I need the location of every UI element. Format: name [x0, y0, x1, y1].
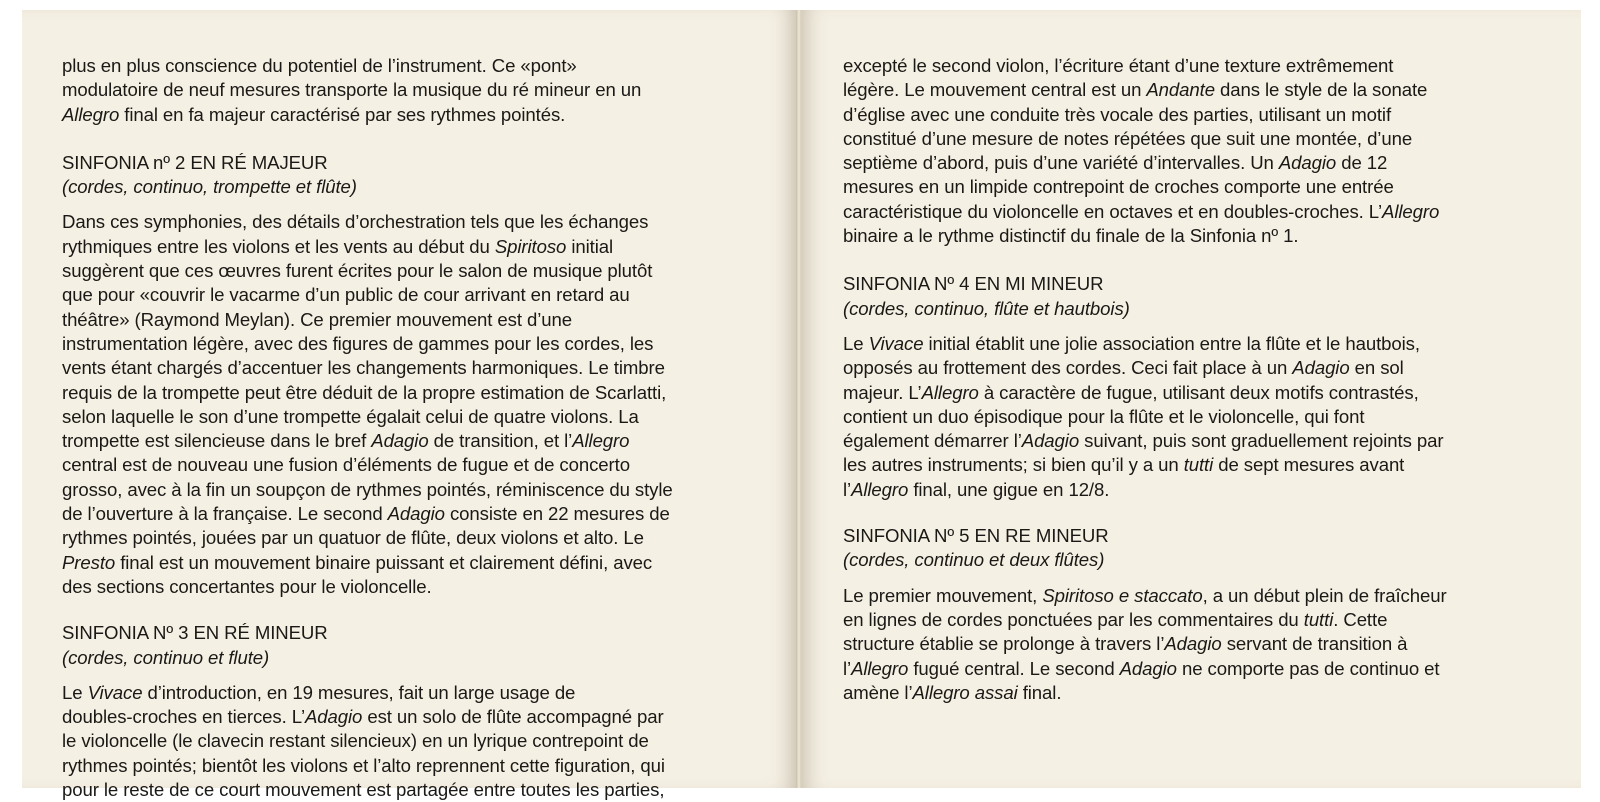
text-line — [62, 429, 790, 453]
text-segment: légère. Le mouvement central est un — [843, 79, 1147, 101]
text-segment: caractéristique du violoncelle en octaves et en doubles-croches. L’ — [843, 200, 1383, 222]
text-line: vents étant chargés d’accentuer les changements harmoniques. Le timbre — [62, 357, 665, 379]
text-line: grosso, avec à la fin un soupçon de rythmes pointés, réminiscence du style — [62, 478, 673, 500]
text-line — [62, 103, 790, 127]
text-line: modulatoire de neuf mesures transporte la musique du ré mineur en un — [62, 79, 642, 101]
left-page-text — [62, 54, 790, 802]
text-segment: septième d’abord, puis d’une variété d’intervalles. Un — [843, 152, 1279, 174]
italic-term: tutti — [1303, 608, 1334, 630]
sinfonia-3-paragraph — [62, 681, 790, 802]
text-line: Dans ces symphonies, des détails d’orchestration tels que les échanges — [62, 211, 649, 233]
text-line: suggèrent que ces œuvres furent écrites pour le salon de musique plutôt — [62, 260, 653, 282]
text-line: rythmes pointés; bientôt les violons et l’alto reprennent cette figuration, qui — [62, 754, 665, 776]
text-segment: de transition, et l’ — [428, 430, 573, 452]
text-line: contient un duo épisodique pour la flûte et le violoncelle, qui font — [843, 405, 1365, 427]
italic-term: Spiritoso e staccato — [1042, 584, 1203, 606]
text-line: binaire a le rythme distinctif du finale de la Sinfonia nº 1. — [843, 225, 1299, 247]
text-line: d’église avec une conduite très vocale des parties, utilisant un motif — [843, 103, 1392, 125]
text-line: instrumentation légère, avec des figures de gammes pour les cordes, les — [62, 332, 654, 354]
text-line: requis de la trompette peut être déduit de la propre estimation de Scarlatti, — [62, 381, 667, 403]
text-segment: de 12 — [1336, 152, 1388, 174]
sinfonia-3-heading: SINFONIA Nº 3 EN RÉ MINEUR — [62, 622, 328, 644]
italic-term: Allegro — [1382, 200, 1440, 222]
text-line — [843, 478, 1575, 502]
right-intro-paragraph — [843, 54, 1575, 248]
text-segment: Le premier mouvement, — [843, 584, 1043, 606]
text-line — [843, 429, 1575, 453]
text-line — [843, 381, 1575, 405]
text-segment: les autres instruments; si bien qu’il y a un — [843, 454, 1184, 476]
sinfonia-4-heading: SINFONIA Nº 4 EN MI MINEUR — [843, 273, 1104, 295]
sinfonia-2-instrumentation: (cordes, continuo, trompette et flûte) — [62, 176, 357, 198]
italic-term: Allegro — [851, 657, 909, 679]
italic-term: Allegro — [62, 103, 120, 125]
text-segment: structure établie se prolonge à travers l’ — [843, 633, 1165, 655]
italic-term: tutti — [1183, 454, 1214, 476]
text-line: mesures en un limpide contrepoint de croches comporte une entrée — [843, 176, 1394, 198]
italic-term: Adagio — [371, 430, 429, 452]
text-line: selon laquelle le son d’une trompette égalait celui de quatre violons. La — [62, 405, 639, 427]
italic-term: Adagio — [1021, 430, 1080, 452]
text-segment: également démarrer l’ — [843, 430, 1022, 452]
text-segment: majeur. L’ — [843, 381, 922, 403]
text-line: pour le reste de ce court mouvement est partagée entre toutes les parties, — [62, 779, 665, 801]
text-line: le violoncelle (le clavecin restant silencieux) en un lyrique contrepoint de — [62, 730, 649, 752]
text-line — [843, 78, 1575, 102]
italic-term: Vivace — [87, 681, 143, 703]
italic-term: Andante — [1146, 79, 1215, 101]
text-line — [843, 151, 1575, 175]
text-segment: doubles-croches en tierces. L’ — [62, 706, 305, 728]
sinfonia-4-instrumentation: (cordes, continuo, flûte et hautbois) — [843, 297, 1130, 319]
text-segment: opposés au frottement des cordes. Ceci fait place à un — [843, 357, 1293, 379]
text-segment: en lignes de cordes ponctuées par les commentaires du — [843, 608, 1304, 630]
text-line: que pour «couvrir le vacarme d’un public de cour arrivant en retard au — [62, 284, 630, 306]
text-line: rythmes pointés, jouées par un quatuor de flûte, deux violons et alto. Le — [62, 527, 644, 549]
right-page — [801, 10, 1581, 788]
text-line — [843, 453, 1575, 477]
text-line: excepté le second violon, l’écriture étant d’une texture extrêmement — [843, 55, 1394, 76]
text-line: central est de nouveau une fusion d’éléments de fugue et de concerto — [62, 454, 630, 476]
text-segment: dans le style de la sonate — [1214, 79, 1428, 101]
text-segment: d’introduction, en 19 mesures, fait un large usage de — [142, 681, 576, 703]
text-segment: final est un mouvement binaire puissant et clairement défini, avec — [115, 551, 653, 573]
italic-term: Adagio — [387, 503, 445, 525]
text-segment: de sept mesures avant — [1213, 454, 1405, 476]
text-segment: Le — [62, 681, 88, 703]
text-segment: final en fa majeur caractérisé par ses rythmes pointés. — [119, 103, 566, 125]
text-segment: Le — [843, 332, 869, 354]
text-segment: rythmiques entre les violons et les vents au début du — [62, 235, 495, 257]
left-intro-paragraph — [62, 54, 790, 127]
text-line — [62, 681, 790, 705]
sinfonia-5-paragraph — [843, 584, 1575, 705]
text-segment: initial — [566, 235, 614, 257]
text-segment: de l’ouverture à la française. Le second — [62, 503, 388, 525]
italic-term: Allegro — [851, 478, 909, 500]
text-line — [843, 584, 1575, 608]
italic-term: Adagio — [1119, 657, 1177, 679]
sinfonia-4-paragraph — [843, 332, 1575, 502]
text-line — [62, 502, 790, 526]
text-line: des sections concertantes pour le violoncelle. — [62, 575, 432, 597]
italic-term: Adagio — [1278, 152, 1337, 174]
text-segment: consiste en 22 mesures de — [444, 503, 670, 525]
text-line — [62, 705, 790, 729]
text-line: plus en plus conscience du potentiel de l’instrument. Ce «pont» — [62, 55, 577, 76]
text-segment: trompette est silencieuse dans le bref — [62, 430, 372, 452]
text-line — [843, 632, 1575, 656]
italic-term: Vivace — [868, 332, 924, 354]
italic-term: Presto — [62, 551, 116, 573]
italic-term: Allegro assai — [912, 681, 1018, 703]
text-segment: ne comporte pas de continuo et — [1176, 657, 1440, 679]
sinfonia-2-heading: SINFONIA nº 2 EN RÉ MAJEUR — [62, 151, 328, 173]
text-segment: final, une gigue en 12/8. — [908, 478, 1110, 500]
text-line: constitué d’une mesure de notes répétées que suit une montée, d’une — [843, 127, 1413, 149]
sinfonia-5-instrumentation: (cordes, continuo et deux flûtes) — [843, 549, 1105, 571]
sinfonia-3-instrumentation: (cordes, continuo et flute) — [62, 646, 270, 668]
text-segment: en sol — [1349, 357, 1404, 379]
text-segment: . Cette — [1333, 608, 1388, 630]
text-segment: , a un début plein de fraîcheur — [1202, 584, 1447, 606]
left-page — [22, 10, 797, 801]
text-line — [843, 681, 1575, 705]
text-line — [843, 200, 1575, 224]
italic-term: Spiritoso — [494, 235, 567, 257]
text-segment: initial établit une jolie association entre la flûte et le hautbois, — [923, 332, 1420, 354]
italic-term: Adagio — [305, 706, 363, 728]
italic-term: Allegro — [921, 381, 979, 403]
text-line — [843, 332, 1575, 356]
text-segment: servant de transition à — [1221, 633, 1408, 655]
text-segment: est un solo de flûte accompagné par — [362, 706, 664, 728]
text-segment: amène l’ — [843, 681, 913, 703]
sinfonia-5-heading: SINFONIA Nº 5 EN RE MINEUR — [843, 525, 1109, 547]
text-line — [62, 235, 790, 259]
text-line — [843, 657, 1575, 681]
text-segment: l’ — [843, 478, 852, 500]
italic-term: Adagio — [1292, 357, 1350, 379]
text-segment: l’ — [843, 657, 852, 679]
right-page-text — [843, 54, 1575, 705]
italic-term: Allegro — [572, 430, 630, 452]
text-line — [62, 551, 790, 575]
text-segment: à caractère de fugue, utilisant deux motifs contrastés, — [978, 381, 1419, 403]
sinfonia-2-paragraph — [62, 210, 790, 599]
text-line: théâtre» (Raymond Meylan). Ce premier mouvement est d’une — [62, 308, 572, 330]
text-line — [843, 608, 1575, 632]
italic-term: Adagio — [1164, 633, 1222, 655]
text-segment: fugué central. Le second — [908, 657, 1120, 679]
text-segment: suivant, puis sont graduellement rejoints par — [1079, 430, 1444, 452]
text-line — [843, 356, 1575, 380]
text-segment: final. — [1017, 681, 1062, 703]
